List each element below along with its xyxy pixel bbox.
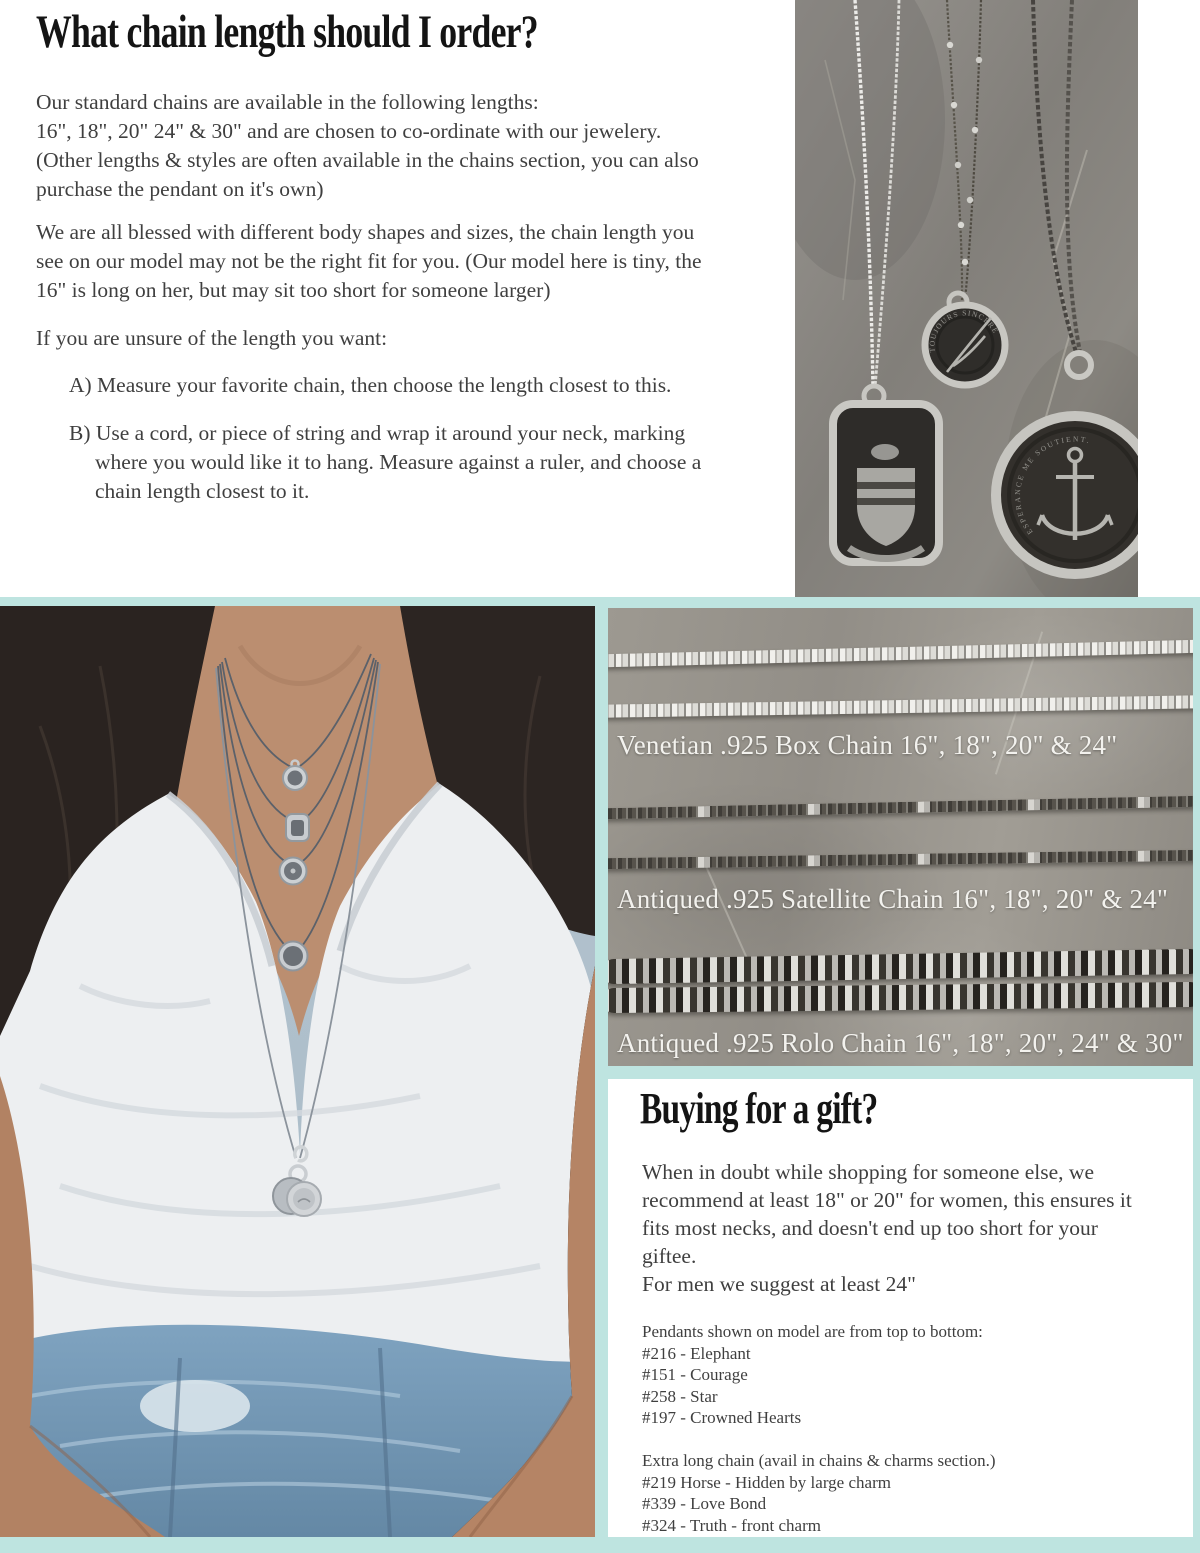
- rolo-chain-row-2: [608, 982, 1193, 1013]
- extra-chain-heading: Extra long chain (avail in chains & charms section.): [642, 1451, 996, 1470]
- satellite-chain-label: Antiqued .925 Satellite Chain 16", 18", 20" & 24": [617, 884, 1169, 914]
- pendant-photo-graphic: [795, 0, 1138, 600]
- pendant-reference-list: [642, 1321, 996, 1536]
- pendant-list-item: #216 - Elephant: [642, 1343, 751, 1363]
- intro-paragraph-lengths: Our standard chains are available in the following lengths: 16", 18", 20" 24" & 30" and are chosen to co-ordinate with our jewelery. (Other lengths & styles are often available in the chains section, you can also purchase the pendant on it's own): [36, 90, 699, 201]
- intro-paragraph-body-shapes: We are all blessed with different body shapes and sizes, the chain length you see on our model may not be the right fit for you. (Our model here is tiny, the 16" is long on her, but may sit too short for someone larger): [36, 220, 702, 302]
- pendants-list-heading: Pendants shown on model are from top to bottom:: [642, 1322, 983, 1341]
- extra-list-item: #339 - Love Bond: [642, 1494, 767, 1513]
- rolo-chain-label: Antiqued .925 Rolo Chain 16", 18", 20", 24" & 30": [617, 1028, 1184, 1058]
- tip-item-a: A) Measure your favorite chain, then choose the length closest to this.: [69, 373, 672, 397]
- pendant-list-item: #197 - Crowned Hearts: [642, 1408, 802, 1427]
- anchor-inscription: ESPERANCE ME SOUTIENT.: [1012, 434, 1092, 537]
- satellite-chain-row-2: [608, 850, 1193, 869]
- chain-styles-photo: [608, 608, 1193, 1066]
- feather-inscription: TOUJOURS SINCÈRE: [927, 308, 1001, 353]
- gift-section-title: Buying for a gift?: [640, 1084, 878, 1133]
- page-title: What chain length should I order?: [36, 6, 538, 58]
- tip-item-b: B) Use a cord, or piece of string and wrap it around your neck, marking where you would like it to hang. Measure against a ruler, and choose a chain length closest to it.: [69, 421, 702, 503]
- chain-length-text-column: [36, 0, 781, 597]
- model-photo-graphic: [0, 606, 595, 1537]
- extra-list-item: #219 Horse - Hidden by large charm: [642, 1472, 891, 1492]
- buying-for-a-gift-panel: [608, 1079, 1193, 1537]
- list-spacer: [642, 1429, 996, 1451]
- jeans-rip: [140, 1380, 250, 1432]
- model-wearing-necklaces-photo: [0, 606, 595, 1537]
- pendant-list-item: #258 - Star: [642, 1386, 718, 1406]
- box-chain-row-2: [608, 695, 1193, 717]
- box-chain-label: Venetian .925 Box Chain 16", 18", 20" & 24": [617, 730, 1118, 760]
- pendant-necklaces-photo: [795, 0, 1138, 600]
- satellite-chain-row-1: [608, 796, 1193, 820]
- shield-pendant: [833, 386, 939, 562]
- intro-paragraph-unsure: If you are unsure of the length you want:: [36, 326, 388, 350]
- extra-list-item: #324 - Truth - front charm: [642, 1515, 821, 1535]
- pendant-list-item: #151 - Courage: [642, 1365, 748, 1384]
- rolo-chain-row-1: [608, 949, 1193, 984]
- box-chain-row-1: [608, 640, 1193, 668]
- gift-advice-paragraph: When in doubt while shopping for someone else, we recommend at least 18" or 20" for women, this ensures it fits most necks, and doesn't end up too short for your giftee. For men we suggest at least 24": [642, 1160, 1132, 1296]
